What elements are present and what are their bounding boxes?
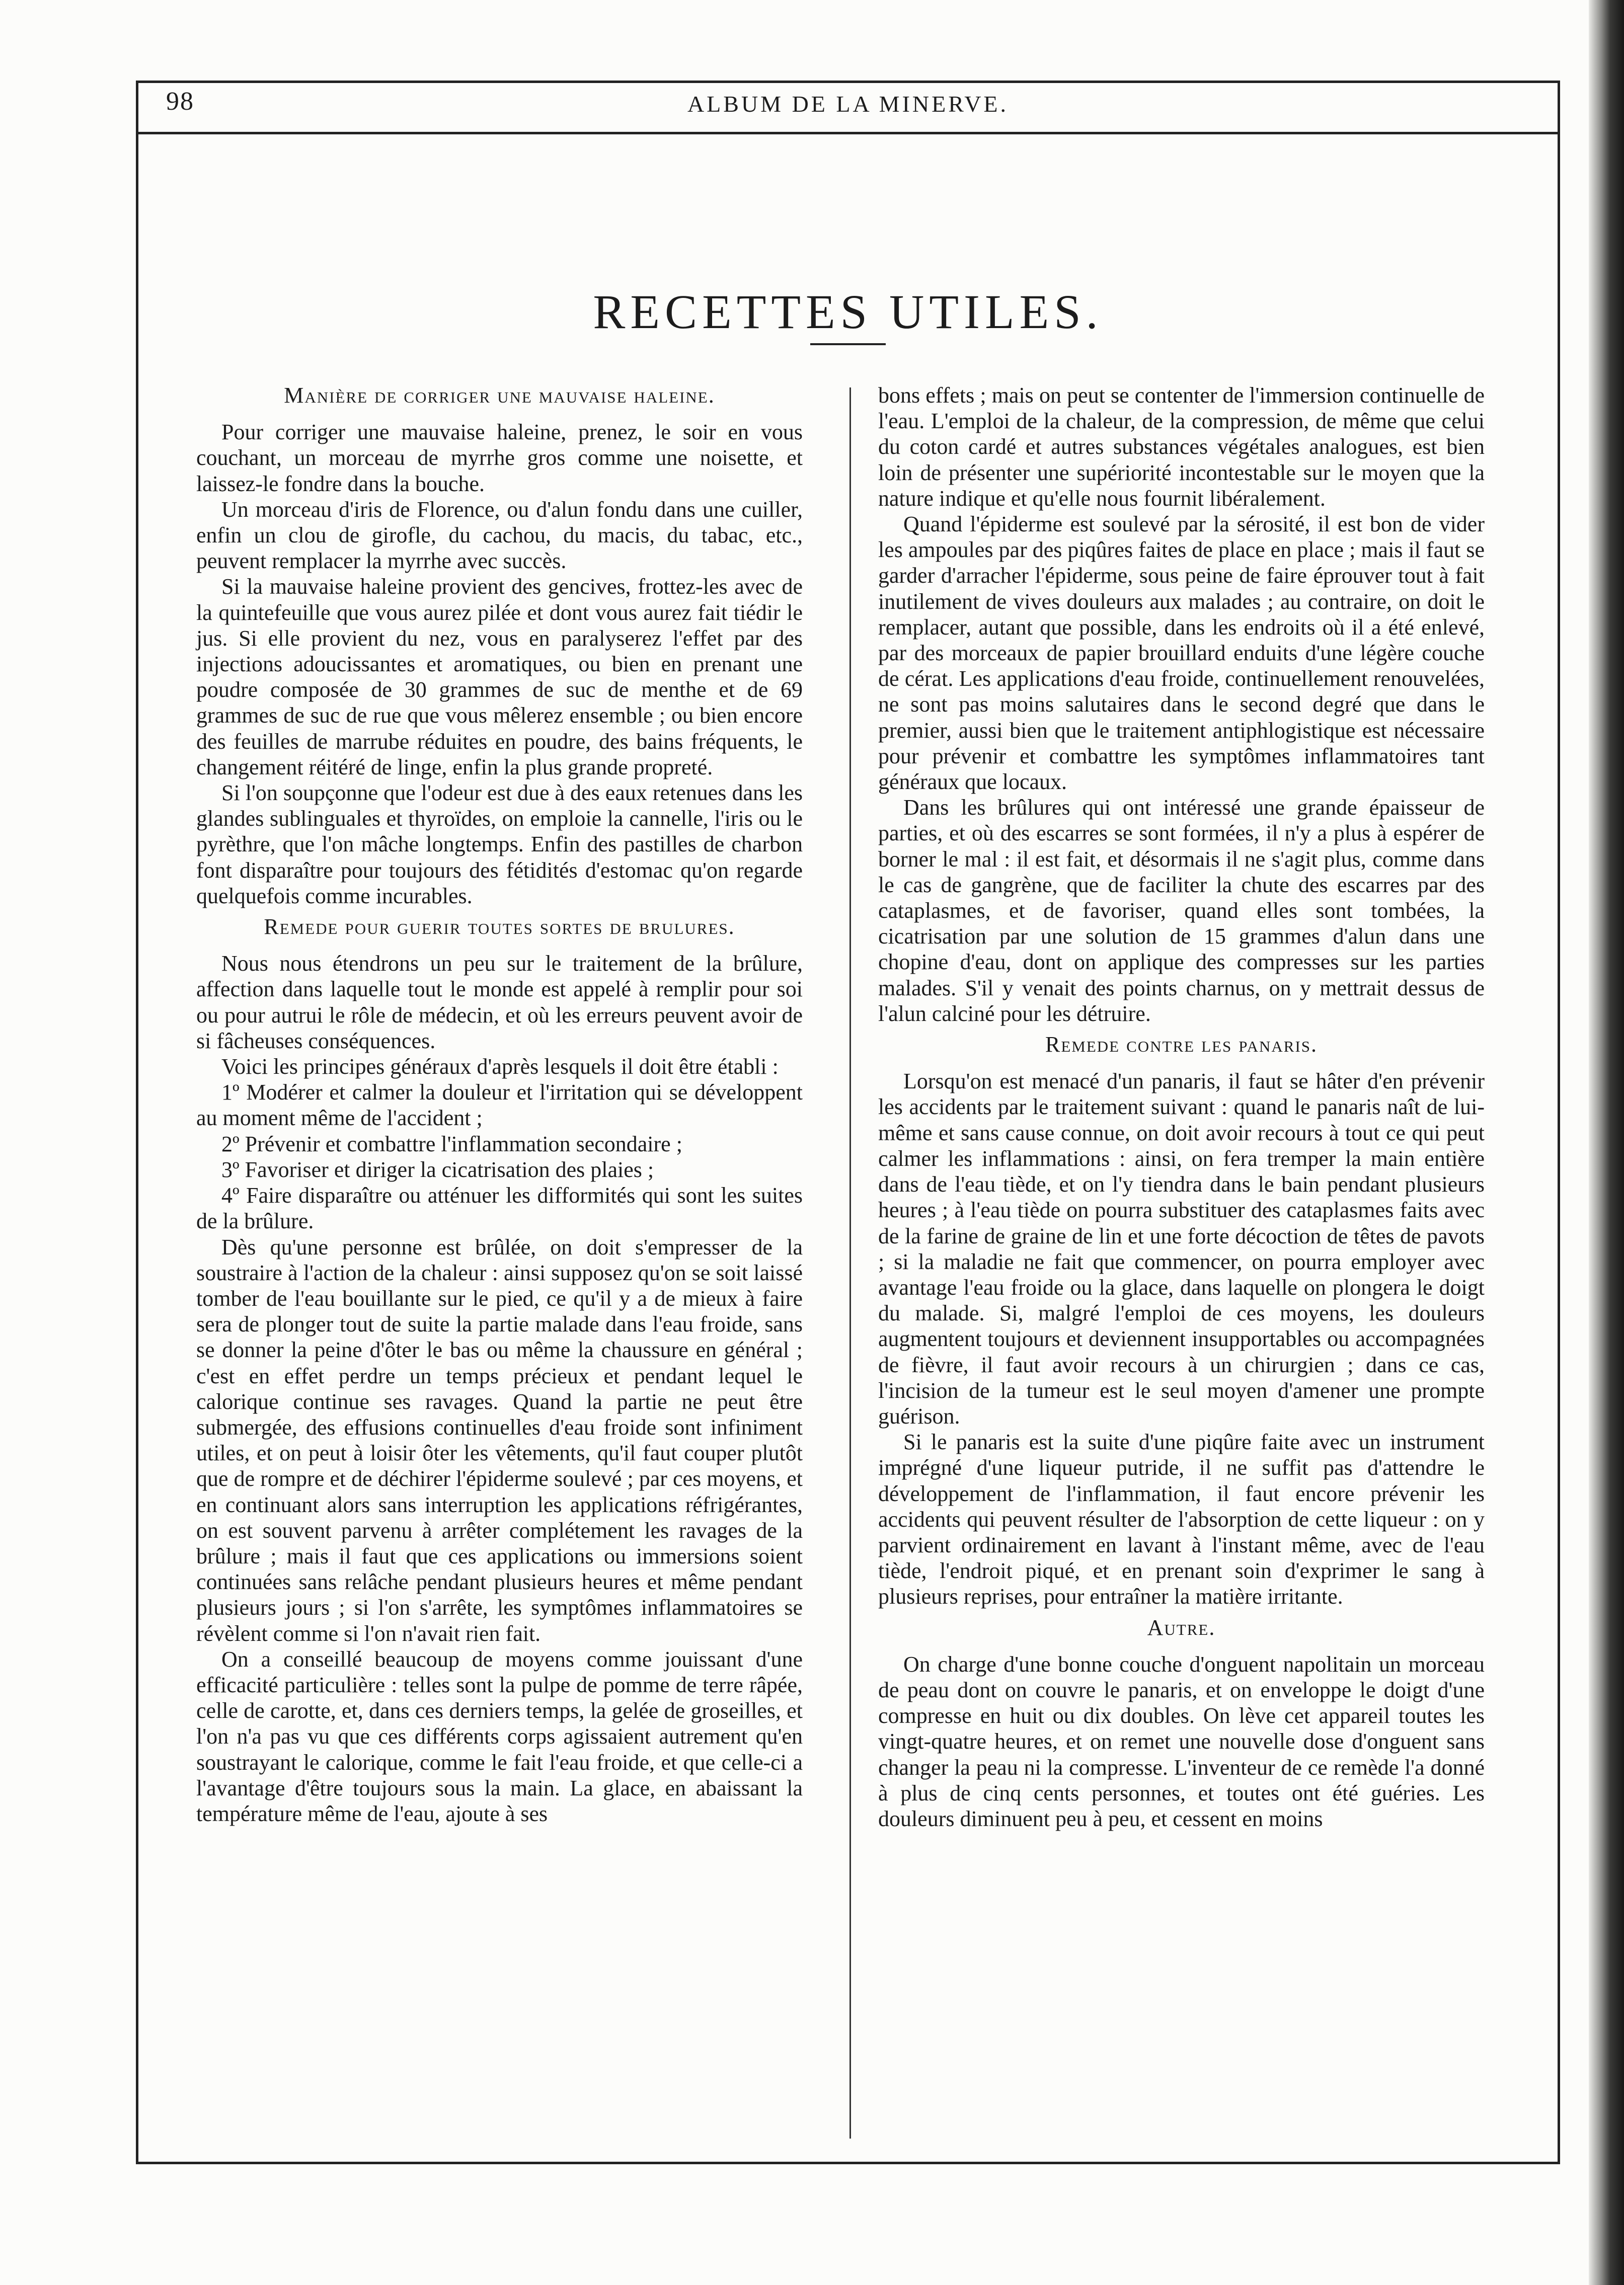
frame-bottom-rule bbox=[136, 2162, 1560, 2164]
frame-left-rule bbox=[136, 81, 138, 2164]
paragraph: Quand l'épiderme est soulevé par la sérosité, il est bon de vider les ampoules par des piqûres faites de place en place ; mais il faut se garder d'arracher l'épiderme, sous peine de faire éprouver tout à fait inutilement de vives douleurs aux malades ; au contraire, on doit le remplacer, autant que possible, dans les endroits où il a été enlevé, par des morceaux de papier brouillard enduits d'une légère couche de cérat. Les applications d'eau froide, continuellement renouvelées, ne sont pas moins salutaires dans le second degré que dans le premier, aussi bien que le traitement antiphlogistique est nécessaire pour prévenir et combattre les symptômes inflammatoires tant généraux que locaux. bbox=[878, 512, 1485, 795]
section-heading-burns: Remede pour guerir toutes sortes de brulures. bbox=[264, 914, 735, 939]
section-heading-bad-breath: Manière de corriger une mauvaise haleine. bbox=[284, 383, 715, 408]
list-item: 2º Prévenir et combattre l'inflammation secondaire ; bbox=[221, 1131, 682, 1156]
section-heading-panaris: Remede contre les panaris. bbox=[1045, 1032, 1318, 1057]
section-heading-other: Autre. bbox=[1147, 1615, 1216, 1640]
header-rule bbox=[136, 132, 1560, 134]
column-divider bbox=[849, 387, 851, 2139]
paragraph-continued: bons effets ; mais on peut se contenter de l'immersion continuelle de l'eau. L'emploi de la chaleur, de la compression, de même que celui du coton cardé et autres substances végétales analogues, est bien loin de présenter une supériorité incontestable sur le moyen que la nature indique et qu'elle nous fournit libéralement. bbox=[878, 383, 1485, 511]
list-item: 3º Favoriser et diriger la cicatrisation des plaies ; bbox=[221, 1157, 654, 1182]
article-title: RECETTES UTILES. bbox=[593, 285, 1103, 339]
list-item: 4º Faire disparaître ou atténuer les difformités qui sont les suites de la brûlure. bbox=[196, 1183, 803, 1234]
frame-top-rule bbox=[136, 81, 1560, 83]
right-column bbox=[878, 382, 1485, 1832]
paragraph: Lorsqu'on est menacé d'un panaris, il faut se hâter d'en prévenir les accidents par le traitement suivant : quand le panaris naît de lui-même et sans cause connue, on doit avoir recours à tout ce qui peut calmer les inflammations : ainsi, on fera tremper la main entière dans de l'eau tiède, et on l'y tiendra dans le bain pendant plusieurs heures ; à l'eau tiède on pourra substituer des cataplasmes faits avec de la farine de graine de lin et une forte décoction de têtes de pavots ; si la maladie ne fait que commencer, on pourra employer avec avantage l'eau froide ou la glace, dans laquelle on plongera le doigt du malade. Si, malgré l'emploi de ces moyens, les douleurs augmentent toujours et deviennent insupportables ou accompagnées de fièvre, il faut avoir recours à un chirurgien ; dans ce cas, l'incision de la tumeur est le seul moyen d'amener une prompte guérison. bbox=[878, 1069, 1485, 1429]
paragraph: Si la mauvaise haleine provient des gencives, frottez-les avec de la quintefeuille que vous aurez pilée et dont vous aurez fait tiédir le jus. Si elle provient du nez, vous en paralyserez l'effet par des injections adoucissantes et aromatiques, ou bien en prenant une poudre composée de 30 grammes de suc de menthe et de 69 grammes de suc de rue que vous mêlerez ensemble ; ou bien encore des feuilles de marrube réduites en poudre, des bains fréquents, le changement réitéré de linge, enfin la plus grande propreté. bbox=[196, 574, 803, 779]
binding-edge bbox=[1589, 0, 1624, 2285]
paragraph: Nous nous étendrons un peu sur le traitement de la brûlure, affection dans laquelle tout le monde est appelé à remplir pour soi ou pour autrui le rôle de médecin, et où les erreurs peuvent avoir de si fâcheuses conséquences. bbox=[196, 951, 803, 1053]
paragraph: Dès qu'une personne est brûlée, on doit s'empresser de la soustraire à l'action de la chaleur : ainsi supposez qu'on se soit laissé tomber de l'eau bouillante sur le pied, ce qu'il y a de mieux à faire sera de plonger tout de suite la partie malade dans l'eau froide, sans se donner la peine d'ôter le bas ou même la chaussure en général ; c'est en effet perdre un temps précieux et pendant lequel le calorique continue ses ravages. Quand la partie ne peut être submergée, des effusions continuelles d'eau froide sont infiniment utiles, et on peut à loisir ôter les vêtements, qu'il faut couper plutôt que de rompre et de déchirer l'épiderme soulevé ; par ces moyens, et en continuant alors sans interruption les applications réfrigérantes, on est souvent parvenu à arrêter complétement les ravages de la brûlure ; mais il faut que ces applications ou immersions soient continuées sans relâche pendant plusieurs heures et même pendant plusieurs jours ; si l'on s'arrête, les symptômes inflammatoires se révèlent comme si l'on n'avait rien fait. bbox=[196, 1234, 803, 1646]
paragraph: On charge d'une bonne couche d'onguent napolitain un morceau de peau dont on couvre le panaris, et on enveloppe le doigt d'une compresse en huit ou dix doubles. On lève cet appareil toutes les vingt-quatre heures, et on remet une nouvelle dose d'onguent sans changer la peau ni la compresse. L'inventeur de ce remède l'a donné à plus de cinq cents personnes, et toutes ont été guéries. Les douleurs diminuent peu à peu, et cessent en moins bbox=[878, 1651, 1485, 1831]
paragraph: Dans les brûlures qui ont intéressé une grande épaisseur de parties, et où des escarres se sont formées, il n'y a plus à espérer de borner le mal : il est fait, et désormais il ne s'agit plus, comme dans le cas de gangrène, que de faciliter la chute des escarres par des cataplasmes, et de favoriser, quand elles sont tombées, la cicatrisation par une solution de 15 grammes d'alun dans une chopine d'eau, dont on applique des compresses sur les parties malades. S'il y venait des points charnus, on y mettrait dessus de l'alun calciné pour les détruire. bbox=[878, 795, 1485, 1026]
paragraph: Voici les principes généraux d'après lesquels il doit être établi : bbox=[221, 1054, 779, 1079]
running-title: ALBUM DE LA MINERVE. bbox=[687, 91, 1009, 117]
paragraph: Si l'on soupçonne que l'odeur est due à des eaux retenues dans les glandes sublinguales et thyroïdes, on emploie la cannelle, l'iris ou le pyrèthre, que l'on mâche longtemps. Enfin des pastilles de charbon font disparaître pour toujours des fétidités d'estomac qu'on regarde quelquefois comme incurables. bbox=[196, 780, 803, 908]
left-column bbox=[196, 382, 803, 1827]
frame-right-rule bbox=[1558, 81, 1560, 2164]
page-number: 98 bbox=[166, 87, 194, 116]
list-item: 1º Modérer et calmer la douleur et l'irritation qui se développent au moment même de l'accident ; bbox=[196, 1080, 803, 1131]
paragraph: Un morceau d'iris de Florence, ou d'alun fondu dans une cuiller, enfin un clou de girofle, du cachou, du macis, du tabac, etc., peuvent remplacer la myrrhe avec succès. bbox=[196, 497, 803, 574]
title-rule bbox=[810, 343, 886, 345]
paragraph: Si le panaris est la suite d'une piqûre faite avec un instrument imprégné d'une liqueur putride, il ne suffit pas d'attendre le développement de l'inflammation, il faut encore prévenir les accidents qui peuvent résulter de l'absorption de cette liqueur : on y parvient ordinairement en lavant à l'instant même, avec de l'eau tiède, l'endroit piqué, et en prenant soin d'exprimer le sang à plusieurs reprises, pour entraîner la matière irritante. bbox=[878, 1430, 1485, 1609]
paragraph: Pour corriger une mauvaise haleine, prenez, le soir en vous couchant, un morceau de myrrhe gros comme une noisette, et laissez-le fondre dans la bouche. bbox=[196, 420, 803, 496]
paragraph: On a conseillé beaucoup de moyens comme jouissant d'une efficacité particulière : telles sont la pulpe de pomme de terre râpée, celle de carotte, et, dans ces derniers temps, la gelée de groseilles, et l'on n'a pas vu que ces différents corps agissaient autrement qu'en soustrayant le calorique, comme le fait l'eau froide, et que celle-ci a l'avantage d'être toujours sous la main. La glace, en abaissant la température même de l'eau, ajoute à ses bbox=[196, 1646, 803, 1826]
